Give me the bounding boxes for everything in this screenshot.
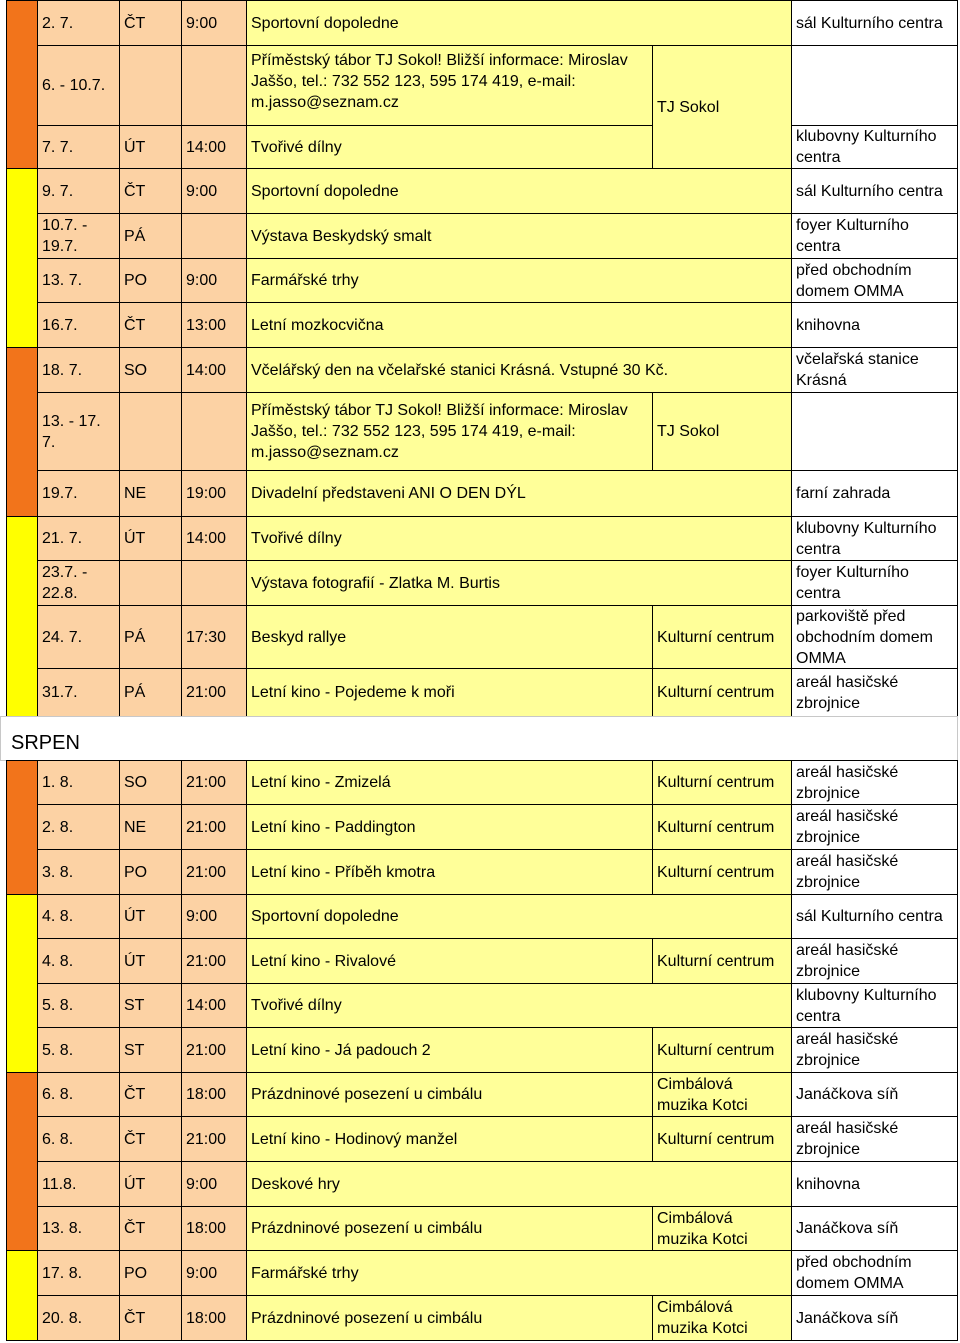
event-title: Včelářský den na včelařské stanici Krásná. Vstupné 30 Kč. (246, 347, 792, 393)
event-day: PO (119, 1250, 182, 1296)
event-organizer: TJ Sokol (652, 45, 792, 169)
event-place: farní zahrada (791, 470, 958, 517)
event-place: před obchodním domem OMMA (791, 1250, 958, 1296)
event-time: 18:00 (181, 1295, 247, 1341)
event-day: ÚT (119, 894, 182, 939)
event-time: 21:00 (181, 938, 247, 984)
event-title: Letní kino - Pojedeme k moři (246, 668, 653, 717)
event-place: parkoviště před obchodním domem OMMA (791, 605, 958, 669)
event-date: 2. 7. (37, 0, 120, 46)
event-place: areál hasičské zbrojnice (791, 760, 958, 805)
event-day: SO (119, 760, 182, 805)
event-time: 14:00 (181, 125, 247, 169)
event-title: Prázdninové posezení u cimbálu (246, 1072, 653, 1117)
event-place: foyer Kulturního centra (791, 213, 958, 259)
event-organizer: Cimbálová muzika Kotci (652, 1206, 792, 1251)
event-title: Farmářské trhy (246, 258, 792, 303)
event-day: ÚT (119, 125, 182, 169)
event-time: 13:00 (181, 302, 247, 348)
event-date: 1. 8. (37, 760, 120, 805)
event-date: 6. 8. (37, 1072, 120, 1117)
event-title: Letní mozkocvična (246, 302, 792, 348)
yellow-stripe (6, 894, 38, 1073)
event-time: 9:00 (181, 168, 247, 214)
event-time: 9:00 (181, 894, 247, 939)
event-place: Janáčkova síň (791, 1072, 958, 1117)
orange-stripe (6, 0, 38, 169)
event-day: ST (119, 983, 182, 1028)
event-date: 16.7. (37, 302, 120, 348)
event-title: Tvořivé dílny (246, 516, 792, 561)
event-place: areál hasičské zbrojnice (791, 1027, 958, 1073)
event-day: PO (119, 258, 182, 303)
event-place: knihovna (791, 302, 958, 348)
event-day: ČT (119, 1116, 182, 1162)
event-title: Deskové hry (246, 1161, 792, 1207)
event-title: Výstava fotografií - Zlatka M. Burtis (246, 560, 792, 606)
event-place: areál hasičské zbrojnice (791, 849, 958, 895)
event-organizer: Kulturní centrum (652, 938, 792, 984)
event-day: NE (119, 470, 182, 517)
event-place (791, 45, 958, 126)
event-time: 9:00 (181, 258, 247, 303)
event-organizer: Kulturní centrum (652, 849, 792, 895)
event-title: Prázdninové posezení u cimbálu (246, 1295, 653, 1341)
event-place: klubovny Kulturního centra (791, 983, 958, 1028)
event-title: Prázdninové posezení u cimbálu (246, 1206, 653, 1251)
event-time: 21:00 (181, 804, 247, 850)
event-organizer: Kulturní centrum (652, 605, 792, 669)
event-place: klubovny Kulturního centra (791, 125, 958, 169)
event-date: 6. - 10.7. (37, 45, 120, 126)
event-place (791, 392, 958, 471)
section-header-august: SRPEN (0, 716, 958, 761)
yellow-stripe (6, 168, 38, 348)
event-place: areál hasičské zbrojnice (791, 804, 958, 850)
event-day: ČT (119, 1072, 182, 1117)
event-title: Příměstský tábor TJ Sokol! Bližší informace: Miroslav Jaššo, tel.: 732 552 123, 595 174 419, e-mail: m.jasso@seznam.cz (246, 392, 653, 471)
event-date: 24. 7. (37, 605, 120, 669)
event-time (181, 392, 247, 471)
orange-stripe (6, 1072, 38, 1251)
event-organizer: Kulturní centrum (652, 668, 792, 717)
event-title: Sportovní dopoledne (246, 0, 792, 46)
event-time: 21:00 (181, 1116, 247, 1162)
event-place: včelařská stanice Krásná (791, 347, 958, 393)
event-day (119, 560, 182, 606)
event-time: 14:00 (181, 983, 247, 1028)
event-place: knihovna (791, 1161, 958, 1207)
event-title: Divadelní představeni ANI O DEN DÝL (246, 470, 792, 517)
event-title: Letní kino - Zmizelá (246, 760, 653, 805)
event-place: sál Kulturního centra (791, 0, 958, 46)
event-day: SO (119, 347, 182, 393)
event-organizer: Kulturní centrum (652, 760, 792, 805)
event-day: ST (119, 1027, 182, 1073)
event-time: 21:00 (181, 849, 247, 895)
event-date: 21. 7. (37, 516, 120, 561)
event-title: Letní kino - Rivalové (246, 938, 653, 984)
event-date: 17. 8. (37, 1250, 120, 1296)
event-time: 14:00 (181, 516, 247, 561)
event-title: Tvořivé dílny (246, 125, 653, 169)
event-time: 21:00 (181, 668, 247, 717)
event-title: Výstava Beskydský smalt (246, 213, 792, 259)
event-date: 4. 8. (37, 894, 120, 939)
event-date: 11.8. (37, 1161, 120, 1207)
yellow-stripe (6, 1250, 38, 1341)
event-time: 19:00 (181, 470, 247, 517)
event-time: 17:30 (181, 605, 247, 669)
event-date: 2. 8. (37, 804, 120, 850)
event-place: areál hasičské zbrojnice (791, 668, 958, 717)
event-date: 31.7. (37, 668, 120, 717)
event-place: foyer Kulturního centra (791, 560, 958, 606)
event-organizer: TJ Sokol (652, 392, 792, 471)
event-organizer: Kulturní centrum (652, 1027, 792, 1073)
event-day: ČT (119, 1295, 182, 1341)
event-time: 18:00 (181, 1206, 247, 1251)
event-title: Sportovní dopoledne (246, 168, 792, 214)
event-place: klubovny Kulturního centra (791, 516, 958, 561)
event-place: sál Kulturního centra (791, 168, 958, 214)
event-organizer: Kulturní centrum (652, 804, 792, 850)
event-place: areál hasičské zbrojnice (791, 1116, 958, 1162)
event-day: ČT (119, 168, 182, 214)
event-day (119, 392, 182, 471)
event-day: PÁ (119, 668, 182, 717)
event-title: Sportovní dopoledne (246, 894, 792, 939)
event-title: Letní kino - Paddington (246, 804, 653, 850)
event-date: 7. 7. (37, 125, 120, 169)
event-place: Janáčkova síň (791, 1206, 958, 1251)
event-title: Tvořivé dílny (246, 983, 792, 1028)
event-title: Letní kino - Hodinový manžel (246, 1116, 653, 1162)
event-title: Letní kino - Já padouch 2 (246, 1027, 653, 1073)
event-date: 4. 8. (37, 938, 120, 984)
event-date: 10.7. - 19.7. (37, 213, 120, 259)
event-date: 6. 8. (37, 1116, 120, 1162)
event-date: 13. 7. (37, 258, 120, 303)
event-date: 19.7. (37, 470, 120, 517)
event-place: sál Kulturního centra (791, 894, 958, 939)
event-day: ÚT (119, 516, 182, 561)
event-organizer: Kulturní centrum (652, 1116, 792, 1162)
event-day: ÚT (119, 938, 182, 984)
orange-stripe (6, 347, 38, 517)
event-title: Příměstský tábor TJ Sokol! Bližší informace: Miroslav Jaššo, tel.: 732 552 123, 595 174 419, e-mail: m.jasso@seznam.cz (246, 45, 653, 126)
event-place: areál hasičské zbrojnice (791, 938, 958, 984)
event-time (181, 213, 247, 259)
orange-stripe (6, 760, 38, 895)
event-time: 9:00 (181, 0, 247, 46)
event-time (181, 560, 247, 606)
event-time: 21:00 (181, 1027, 247, 1073)
event-date: 9. 7. (37, 168, 120, 214)
event-day: ÚT (119, 1161, 182, 1207)
event-place: Janáčkova síň (791, 1295, 958, 1341)
event-day: PÁ (119, 213, 182, 259)
event-title: Beskyd rallye (246, 605, 653, 669)
event-date: 23.7. - 22.8. (37, 560, 120, 606)
event-organizer: Cimbálová muzika Kotci (652, 1295, 792, 1341)
event-day: ČT (119, 302, 182, 348)
event-day (119, 45, 182, 126)
event-organizer: Cimbálová muzika Kotci (652, 1072, 792, 1117)
event-day: PÁ (119, 605, 182, 669)
event-date: 18. 7. (37, 347, 120, 393)
event-day: NE (119, 804, 182, 850)
event-time: 21:00 (181, 760, 247, 805)
event-date: 13. 8. (37, 1206, 120, 1251)
event-date: 3. 8. (37, 849, 120, 895)
event-time (181, 45, 247, 126)
event-title: Letní kino - Příběh kmotra (246, 849, 653, 895)
event-time: 9:00 (181, 1161, 247, 1207)
event-date: 5. 8. (37, 1027, 120, 1073)
event-time: 18:00 (181, 1072, 247, 1117)
event-date: 13. - 17. 7. (37, 392, 120, 471)
event-day: PO (119, 849, 182, 895)
event-date: 5. 8. (37, 983, 120, 1028)
event-day: ČT (119, 1206, 182, 1251)
yellow-stripe (6, 516, 38, 717)
event-time: 9:00 (181, 1250, 247, 1296)
event-title: Farmářské trhy (246, 1250, 792, 1296)
event-date: 20. 8. (37, 1295, 120, 1341)
event-place: před obchodním domem OMMA (791, 258, 958, 303)
event-day: ČT (119, 0, 182, 46)
event-time: 14:00 (181, 347, 247, 393)
